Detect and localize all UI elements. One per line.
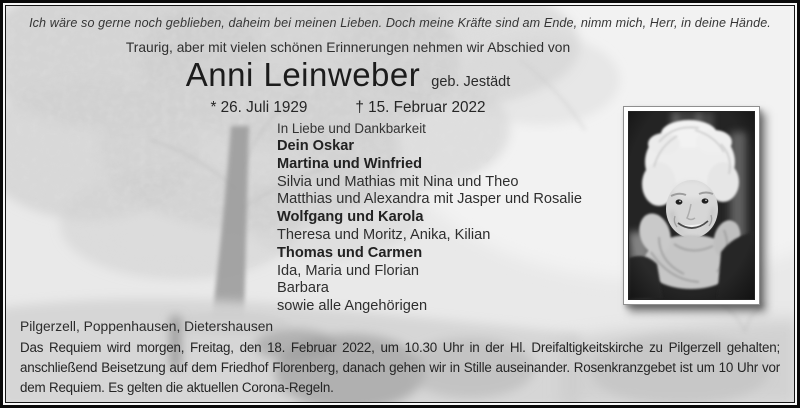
family-member: Wolfgang und Karola xyxy=(277,209,424,226)
family-member: Martina und Winfried xyxy=(277,155,422,172)
death-date: † 15. Februar 2022 xyxy=(355,99,486,116)
birth-date: * 26. Juli 1929 xyxy=(210,99,308,116)
maiden-name: geb. Jestädt xyxy=(431,74,511,90)
service-details: Das Requiem wird morgen, Freitag, den 18. Februar 2022, um 10.30 Uhr in der Hl. Dreifaltigkeitskirche zu Pilgerzell gehalten; anschließend Beisetzung auf dem Friedhof Florenberg, danach gehen wir in Stille auseinander. Rosenkranzgebet ist um 10 Uhr vor dem Requiem. Es gelten die aktuellen Corona-Regeln. xyxy=(20,340,780,395)
family-member: Thomas und Carmen xyxy=(277,244,423,261)
family-member: Theresa und Moritz, Anika, Kilian xyxy=(277,226,491,243)
life-dates xyxy=(10,99,686,117)
tribute-line: In Liebe und Dankbarkeit xyxy=(277,121,426,136)
deceased-name-block xyxy=(10,56,686,94)
family-member: sowie alle Angehörigen xyxy=(277,298,428,315)
farewell-intro: Traurig, aber mit vielen schönen Erinnerungen nehmen wir Abschied von xyxy=(125,40,571,55)
family-member: Matthias und Alexandra mit Jasper und Rosalie xyxy=(277,191,583,208)
deceased-name: Anni Leinweber xyxy=(185,56,421,93)
family-member: Silvia und Mathias mit Nina und Theo xyxy=(277,173,519,190)
portrait-photo-frame xyxy=(623,106,760,305)
family-member: Barbara xyxy=(277,280,329,297)
family-list xyxy=(277,138,582,316)
places-line: Pilgerzell, Poppenhausen, Dietershausen xyxy=(20,319,274,334)
family-member: Dein Oskar xyxy=(277,138,355,154)
portrait-photo xyxy=(629,112,754,299)
family-member: Ida, Maria und Florian xyxy=(277,262,419,279)
memorial-quote: Ich wäre so gerne noch geblieben, daheim bei meinen Lieben. Doch meine Kräfte sind am Ende, nimm mich, Herr, in deine Hände. xyxy=(29,16,771,30)
